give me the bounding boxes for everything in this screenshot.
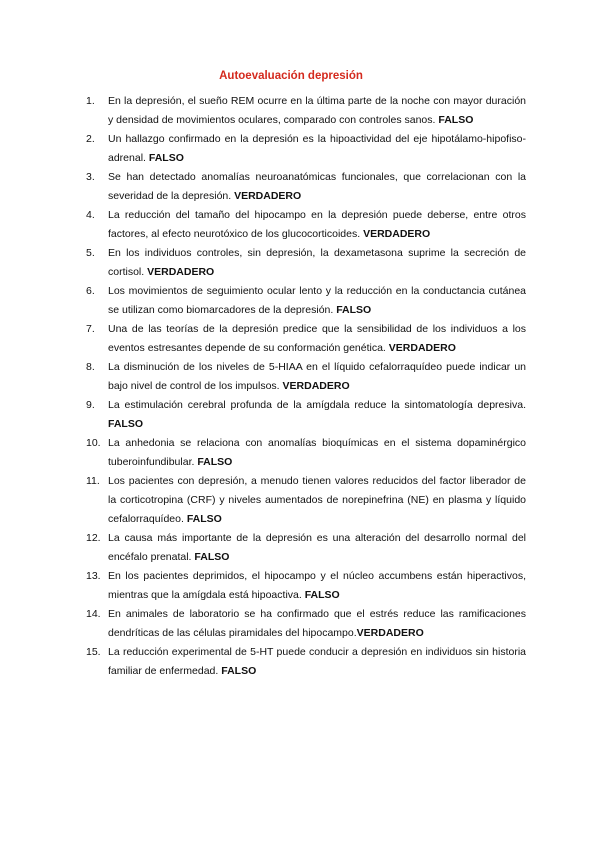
question-item-5 bbox=[86, 244, 526, 282]
question-number: 11. bbox=[86, 475, 100, 487]
answer-label: VERDADERO bbox=[234, 190, 302, 202]
answer-label: FALSO bbox=[194, 551, 230, 563]
question-text: En animales de laboratorio se ha confirmado que el estrés reduce las ramificaciones dendríticas de las células piramidales del hipocampo. bbox=[108, 608, 526, 639]
answer-label: FALSO bbox=[304, 589, 340, 601]
answer-label: FALSO bbox=[438, 114, 474, 126]
question-number: 12. bbox=[86, 532, 101, 544]
page-title: Autoevaluación depresión bbox=[219, 70, 363, 82]
question-number: 14. bbox=[86, 608, 101, 620]
question-number: 3. bbox=[86, 171, 95, 183]
question-text: Los pacientes con depresión, a menudo tienen valores reducidos del factor liberador de la corticotropina (CRF) y niveles aumentados de norepinefrina (NE) en plasma y líquido cefalorraquídeo. bbox=[108, 475, 526, 525]
question-item-7 bbox=[86, 320, 526, 358]
question-item-12 bbox=[86, 529, 526, 567]
answer-label: VERDADERO bbox=[147, 266, 215, 278]
question-text: En la depresión, el sueño REM ocurre en la última parte de la noche con mayor duración y densidad de movimientos oculares, comparado con controles sanos. bbox=[108, 95, 526, 126]
answer-label: FALSO bbox=[197, 456, 233, 468]
question-number: 8. bbox=[86, 361, 95, 373]
question-list bbox=[86, 92, 526, 681]
question-item-8 bbox=[86, 358, 526, 396]
question-text: La reducción del tamaño del hipocampo en la depresión puede deberse, entre otros factores, al efecto neurotóxico de los glucocorticoides. bbox=[108, 209, 526, 240]
answer-label: VERDADERO bbox=[363, 228, 431, 240]
question-text: Los movimientos de seguimiento ocular lento y la reducción en la conductancia cutánea se utilizan como biomarcadores de la depresión. bbox=[108, 285, 526, 316]
question-item-4 bbox=[86, 206, 526, 244]
question-text: La disminución de los niveles de 5-HIAA en el líquido cefalorraquídeo puede indicar un bajo nivel de control de los impulsos. bbox=[108, 361, 526, 392]
question-text: La anhedonia se relaciona con anomalías bioquímicas en el sistema dopaminérgico tuberoinfundibular. bbox=[108, 437, 526, 468]
question-item-9 bbox=[86, 396, 526, 434]
question-item-6 bbox=[86, 282, 526, 320]
question-item-13 bbox=[86, 567, 526, 605]
question-number: 15. bbox=[86, 646, 101, 658]
question-item-3 bbox=[86, 168, 526, 206]
question-number: 4. bbox=[86, 209, 95, 221]
question-item-10 bbox=[86, 434, 526, 472]
question-item-15 bbox=[86, 643, 526, 681]
question-item-11 bbox=[86, 472, 526, 529]
question-number: 13. bbox=[86, 570, 101, 582]
question-number: 1. bbox=[86, 95, 95, 107]
question-text: La reducción experimental de 5-HT puede conducir a depresión en individuos sin historia familiar de enfermedad. bbox=[108, 646, 526, 677]
question-number: 7. bbox=[86, 323, 95, 335]
question-item-1 bbox=[86, 92, 526, 130]
question-text: La estimulación cerebral profunda de la amígdala reduce la sintomatología depresiva. bbox=[108, 399, 526, 411]
question-number: 5. bbox=[86, 247, 95, 259]
answer-label: FALSO bbox=[336, 304, 372, 316]
question-number: 2. bbox=[86, 133, 95, 145]
answer-label: FALSO bbox=[221, 665, 257, 677]
question-text: La causa más importante de la depresión es una alteración del desarrollo normal del encéfalo prenatal. bbox=[108, 532, 526, 563]
answer-label: FALSO bbox=[148, 152, 184, 164]
question-number: 10. bbox=[86, 437, 101, 449]
question-text: En los pacientes deprimidos, el hipocampo y el núcleo accumbens están hiperactivos, mientras que la amígdala está hipoactiva. bbox=[108, 570, 526, 601]
question-text: En los individuos controles, sin depresión, la dexametasona suprime la secreción de cortisol. bbox=[108, 247, 526, 278]
question-text: Un hallazgo confirmado en la depresión es la hipoactividad del eje hipotálamo-hipofiso-adrenal. bbox=[108, 133, 526, 164]
answer-label: FALSO bbox=[186, 513, 222, 525]
answer-label: VERDADERO bbox=[388, 342, 456, 354]
answer-label: VERDADERO bbox=[282, 380, 350, 392]
question-text: Se han detectado anomalías neuroanatómicas funcionales, que correlacionan con la severidad de la depresión. bbox=[108, 171, 526, 202]
question-text: Una de las teorías de la depresión predice que la sensibilidad de los individuos a los eventos estresantes depende de su conformación genética. bbox=[108, 323, 526, 354]
answer-label: FALSO bbox=[108, 418, 144, 430]
question-item-2 bbox=[86, 130, 526, 168]
question-number: 6. bbox=[86, 285, 95, 297]
question-item-14 bbox=[86, 605, 526, 643]
question-number: 9. bbox=[86, 399, 95, 411]
answer-label: VERDADERO bbox=[356, 627, 424, 639]
